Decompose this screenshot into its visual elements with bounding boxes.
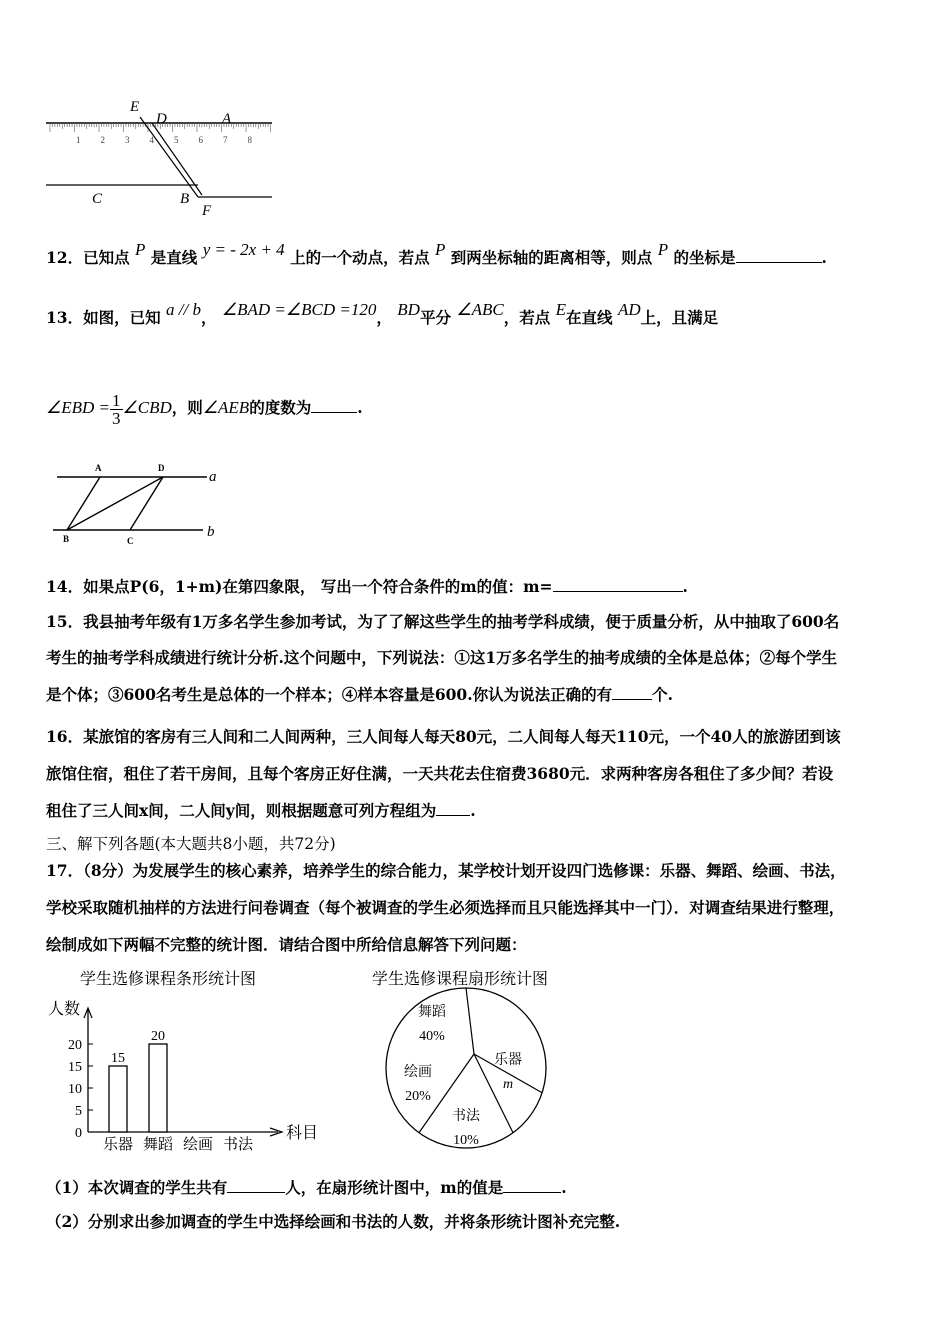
question-13-line-2: [46, 388, 906, 428]
label-b: b: [207, 524, 215, 540]
question-17-line-3: [46, 935, 906, 955]
pie-slice-label: 舞蹈: [418, 1005, 446, 1020]
question-12: [46, 240, 906, 268]
y-tick-label: 0: [75, 1126, 82, 1141]
q13-point-E: E: [555, 300, 567, 319]
q16-line-3-text: 租住了三人间x间，二人间y间，则根据题意可列方程组为: [46, 801, 437, 820]
question-15-line-2: [46, 648, 906, 668]
bar-data-label: 20: [151, 1029, 165, 1044]
q14-answer-blank[interactable]: [553, 577, 683, 592]
q17-number: 17．: [46, 861, 84, 880]
question-17-sub-1: [46, 1178, 906, 1198]
q12-text-5: 的坐标是: [673, 248, 736, 267]
pie-slice-label: 绘画: [404, 1065, 432, 1080]
ruler-tick-label: 5: [174, 135, 179, 145]
q13-text-1: 如图，已知: [83, 308, 161, 327]
ruler-tick-label: 3: [125, 135, 130, 145]
x-tick-label: 乐器: [102, 1137, 134, 1153]
y-tick-label: 15: [68, 1060, 82, 1075]
pie-chart-title: 学生选修课程扇形统计图: [372, 971, 549, 988]
q15-line-3-end: 个.: [652, 685, 674, 704]
ruler-tick-label: 7: [223, 135, 228, 145]
question-17-line-2: [46, 898, 906, 918]
q14-number: 14．: [46, 577, 84, 596]
pie-chart-marks: [386, 988, 546, 1148]
bar-chart-ylabel: 人数: [48, 1001, 81, 1018]
ruler-tick-label: 8: [247, 135, 252, 145]
q15-line-1: 我县抽考年级有1万多名学生参加考试，为了了解这些学生的抽考学科成绩，便于质量分析，从中抽取了600名: [83, 612, 840, 631]
question-16-line-3: [46, 801, 906, 821]
q12-text-3: 上的一个动点，若点: [290, 248, 430, 267]
question-17: [46, 861, 906, 881]
label-E: E: [130, 99, 140, 115]
q17-line-2-text: 学校采取随机抽样的方法进行问卷调查（每个被调查的学生必须选择而且只能选择其中一门）．对调查结果进行整理，: [46, 898, 845, 917]
question-15-line-3: [46, 685, 906, 705]
q15-line-3-text: 是个体；③600名考生是总体的一个样本；④样本容量是600.你认为说法正确的有: [46, 685, 613, 704]
q16-answer-blank[interactable]: [436, 801, 470, 816]
q17-line-3-text: 绘制成如下两幅不完整的统计图．请结合图中所给信息解答下列问题：: [46, 935, 527, 954]
q12-text-2: 是直线: [150, 248, 198, 267]
label-a: a: [209, 469, 217, 485]
question-16-line-2: [46, 764, 906, 784]
pie-slice-label: 书法: [452, 1109, 480, 1124]
ruler-tick-label: 6: [198, 135, 203, 145]
x-tick-label: 绘画: [182, 1137, 214, 1153]
pie-slice-value: 20%: [405, 1089, 431, 1104]
q13-comma: ，: [200, 308, 217, 327]
section-3-title: 三、解下列各题(本大题共8小题，共72分): [46, 835, 336, 853]
q12-end: .: [821, 248, 827, 267]
q13-text-4: 在直线: [566, 308, 613, 327]
q13-fraction: [110, 392, 123, 427]
q12-text-1: 已知点: [83, 248, 130, 267]
q17-sub1-b: 人，在扇形统计图中，m的值是: [285, 1178, 504, 1197]
figure-parallelogram: [45, 460, 235, 550]
q13-number: 13．: [46, 308, 84, 327]
y-tick-label: 20: [68, 1038, 82, 1053]
q13-text-2: 平分: [419, 308, 451, 327]
q14-text: 如果点P(6，1+m)在第四象限， 写出一个符合条件的m的值：m=: [83, 577, 553, 596]
q13-angle-CBD: ∠CBD: [122, 398, 172, 417]
q12-point-P: P: [135, 240, 146, 259]
q12-number: 12．: [46, 248, 84, 267]
question-16: [46, 727, 906, 747]
q17-sub1-end: .: [561, 1178, 567, 1197]
segment-AB: [67, 477, 100, 530]
q13-comma-2: ，: [376, 308, 392, 327]
q13-end: .: [357, 398, 363, 417]
q17-sub2-text: （2）分别求出参加调查的学生中选择绘画和书法的人数，并将条形统计图补充完整.: [46, 1212, 621, 1231]
q13-text-5: 上，且满足: [640, 308, 719, 327]
q12-point-P-2: P: [435, 240, 446, 259]
q12-point-P-3: P: [657, 240, 669, 259]
q13-text-7: 的度数为: [249, 398, 312, 417]
bar-chart-marks: [68, 1008, 282, 1153]
q14-end: .: [682, 577, 688, 596]
q13-frac-den: 3: [112, 408, 121, 428]
label-C: C: [127, 536, 134, 546]
q12-text-4: 到两坐标轴的距离相等，则点: [450, 248, 653, 267]
q13-answer-blank[interactable]: [311, 398, 357, 413]
q16-line-2-text: 旅馆住宿，租住了若干房间，且每个客房正好住满，一天共花去住宿费3680元．求两种客房各租住了多少间？若设: [46, 764, 834, 783]
question-15: [46, 612, 906, 632]
q13-AD: AD: [617, 300, 641, 319]
bar-乐器: [109, 1066, 127, 1132]
q13-angle-EBD: ∠EBD =: [46, 398, 111, 417]
q13-a-parallel-b: a // b: [166, 300, 201, 319]
pie-slice-label: 乐器: [494, 1053, 522, 1068]
q12-answer-blank[interactable]: [736, 248, 822, 263]
bar-chart-title: 学生选修课程条形统计图: [80, 971, 257, 988]
q12-equation: y = - 2x + 4: [202, 240, 285, 259]
bar-chart-xlabel: 科目: [286, 1125, 319, 1142]
label-B: B: [63, 534, 70, 544]
q13-text-3: ，若点: [503, 308, 551, 327]
label-F: F: [202, 203, 212, 219]
segment-DC: [130, 477, 163, 530]
q15-answer-blank[interactable]: [612, 685, 652, 700]
q13-text-6: ，则: [171, 398, 203, 417]
section-3-heading: [46, 834, 906, 854]
q13-angle-AEB: ∠AEB: [202, 398, 250, 417]
label-D: D: [156, 111, 167, 127]
segment-DB: [67, 477, 163, 530]
q13-BD: BD: [397, 300, 420, 319]
q17-sub1-blank-2[interactable]: [503, 1178, 561, 1193]
q13-angle-ABC: ∠ABC: [456, 300, 504, 319]
q17-line-1: （8分）为发展学生的核心素养，培养学生的综合能力，某学校计划开设四门选修课：乐器、舞蹈、绘画、书法，: [83, 861, 846, 880]
label-B: B: [180, 191, 190, 207]
label-A: A: [222, 111, 232, 127]
q13-frac-num: 1: [112, 390, 121, 410]
x-tick-label: 书法: [222, 1137, 254, 1153]
y-tick-label: 5: [75, 1104, 82, 1119]
q15-line-2-text: 考生的抽考学科成绩进行统计分析.这个问题中，下列说法：①这1万多名学生的抽考成绩的全体是总体；②每个学生: [46, 648, 838, 667]
q16-line-1: 某旅馆的客房有三人间和二人间两种，三人间每人每天80元，二人间每人每天110元，一个40人的旅游团到该: [83, 727, 841, 746]
question-13: [46, 300, 906, 328]
pie-slice-value: 40%: [419, 1029, 445, 1044]
y-tick-label: 10: [68, 1082, 82, 1097]
pie-slice-value: 10%: [453, 1133, 479, 1148]
q16-number: 16．: [46, 727, 84, 746]
bar-data-label: 15: [111, 1051, 125, 1066]
ruler-tick-label: 1: [76, 135, 81, 145]
q17-sub1-a: （1）本次调查的学生共有: [46, 1178, 228, 1197]
q16-line-3-end: .: [470, 801, 476, 820]
x-tick-label: 舞蹈: [142, 1137, 174, 1153]
pie-slice-value: m: [502, 1077, 514, 1092]
label-A: A: [95, 463, 102, 473]
label-C: C: [92, 191, 103, 207]
question-14: [46, 577, 906, 597]
q15-number: 15．: [46, 612, 84, 631]
ruler-tick-label: 4: [149, 135, 154, 145]
bar-chart: [40, 962, 340, 1162]
label-D: D: [158, 463, 165, 473]
figure-ruler-parallel: [40, 95, 290, 220]
q13-angle-equality: ∠BAD =∠BCD =120: [221, 300, 377, 319]
ruler-tick-label: 2: [100, 135, 105, 145]
q17-sub1-blank-1[interactable]: [227, 1178, 285, 1193]
bar-舞蹈: [149, 1044, 167, 1132]
pie-chart: [360, 962, 580, 1162]
line-D-B: [149, 123, 202, 195]
question-17-sub-2: [46, 1212, 906, 1232]
